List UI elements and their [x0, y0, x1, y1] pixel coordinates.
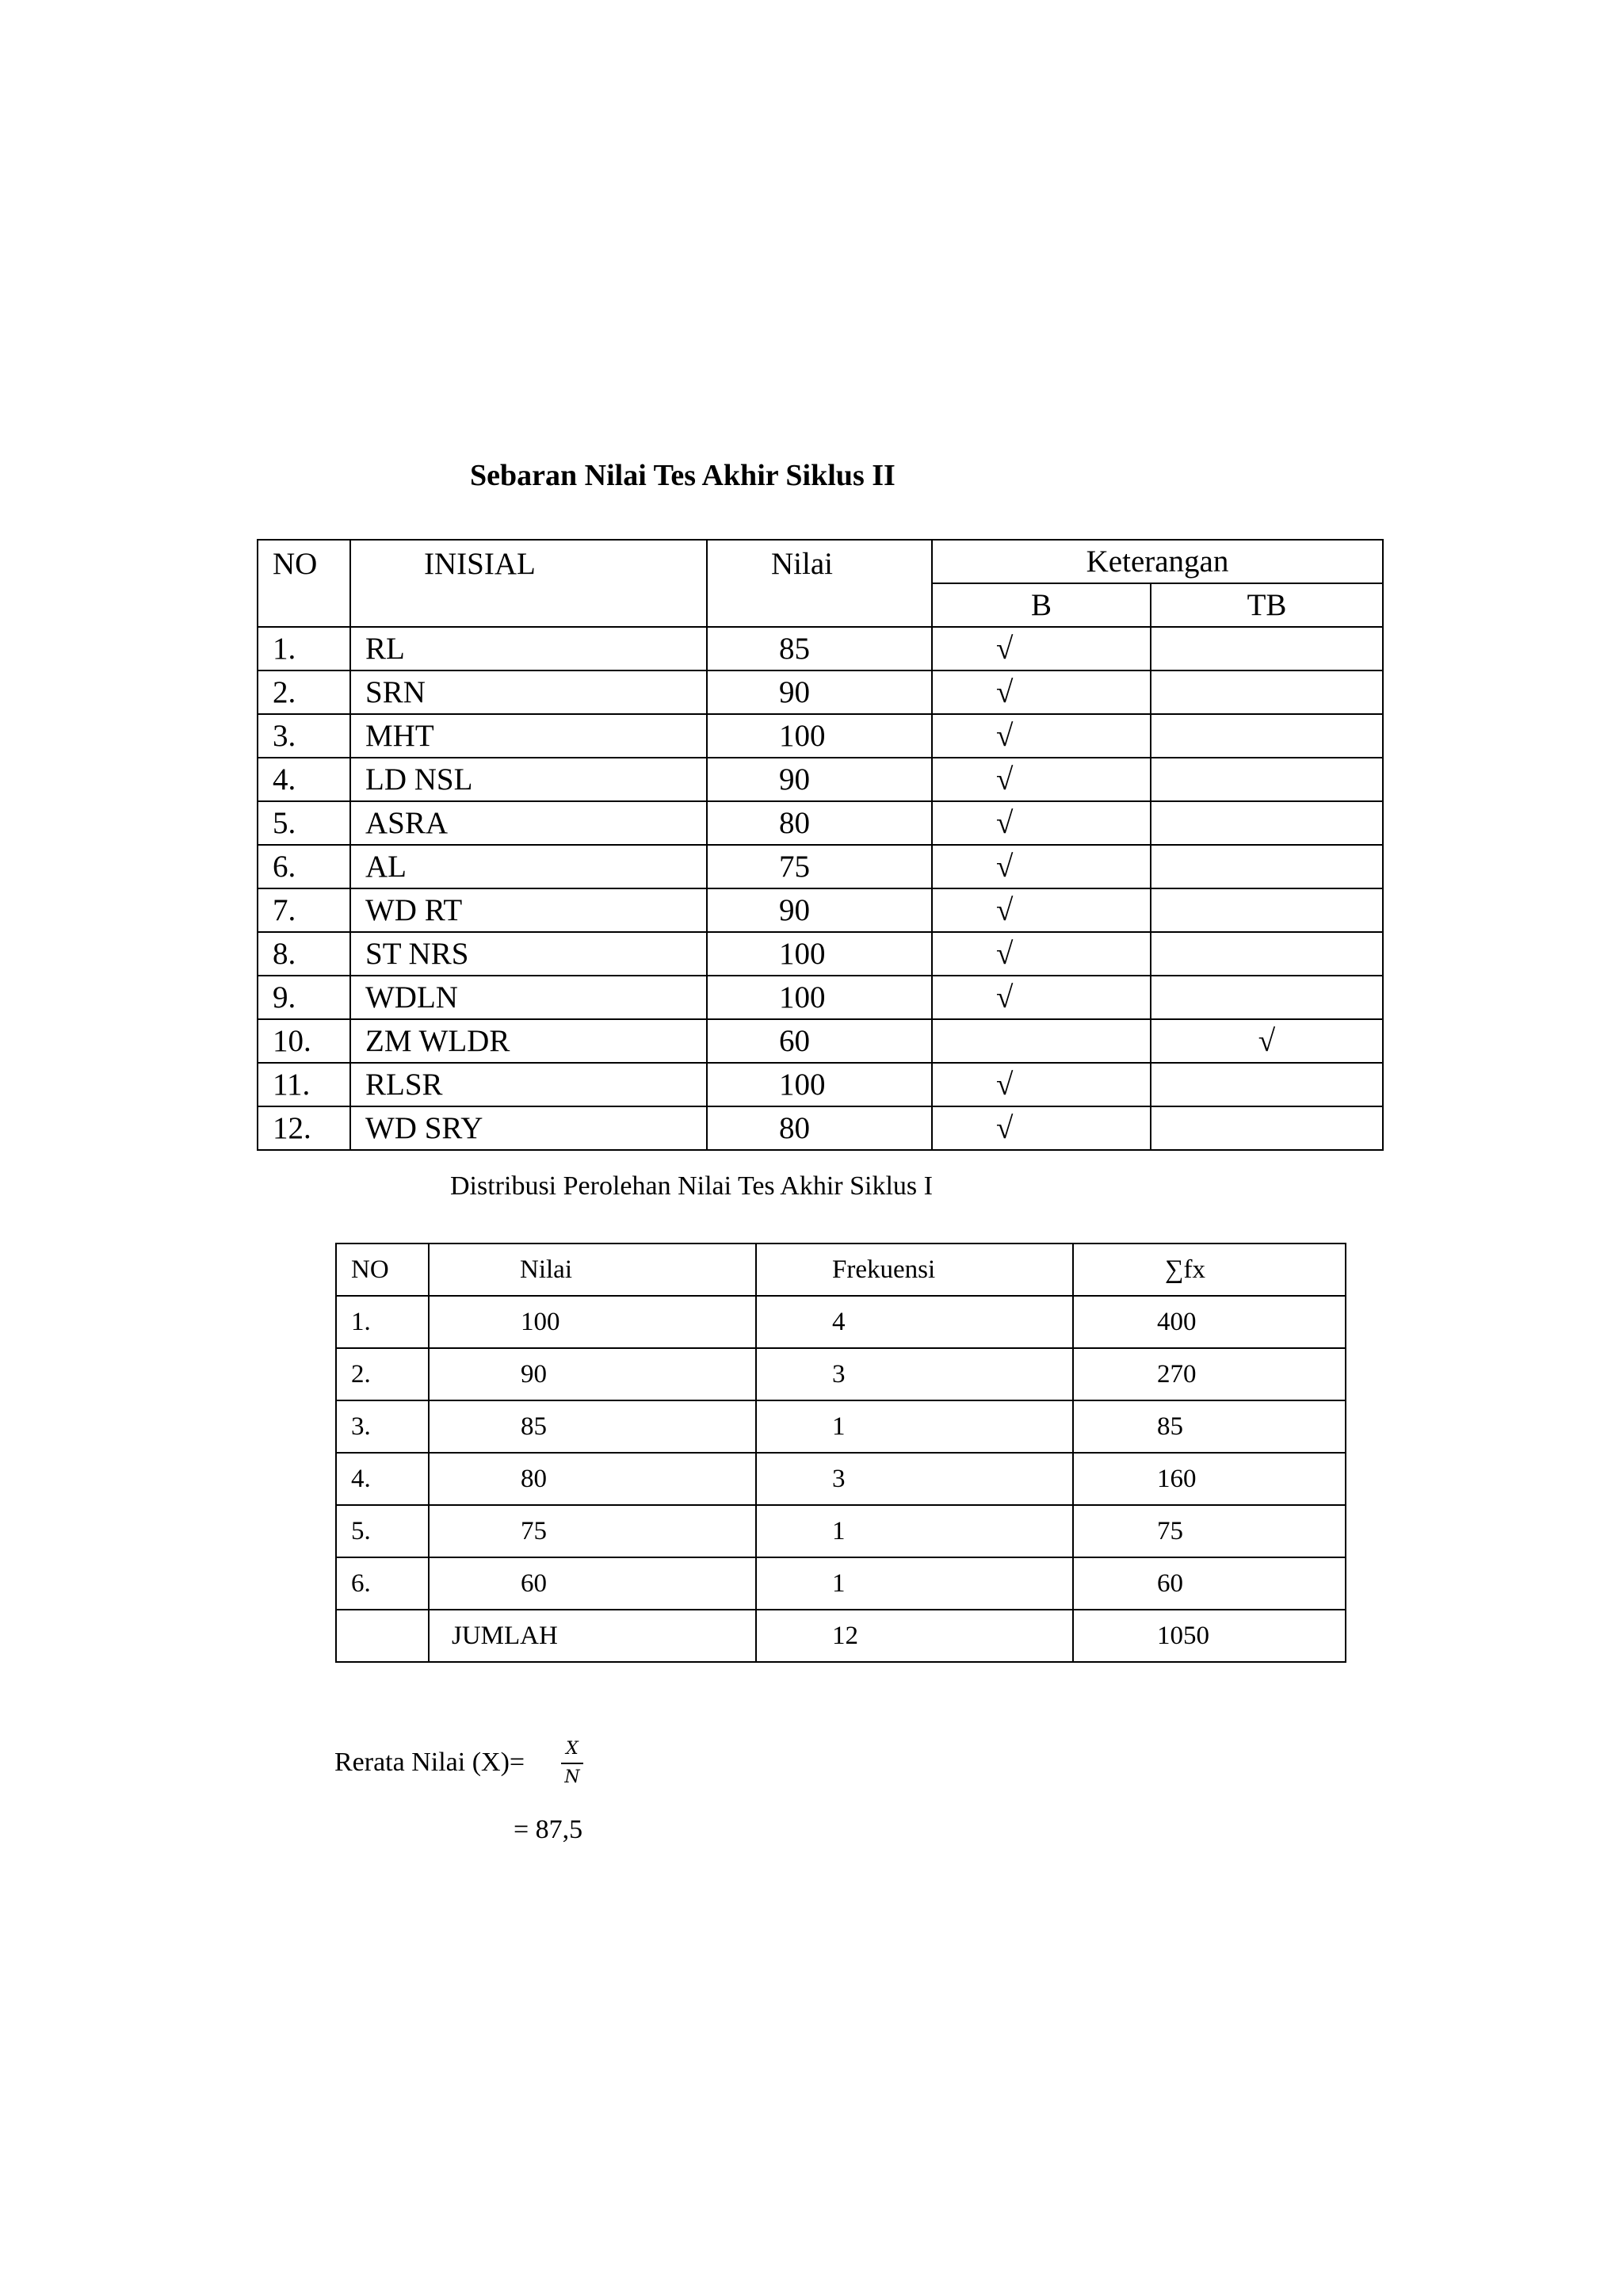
cell-no: 12.: [258, 1106, 350, 1150]
cell-no: 3.: [336, 1400, 429, 1453]
cell-fx: 85: [1073, 1400, 1346, 1453]
cell-tb: [1151, 714, 1383, 758]
cell-tb: [1151, 976, 1383, 1019]
cell-b: [932, 1019, 1151, 1063]
cell-tb: [1151, 801, 1383, 845]
table-row: [258, 1106, 1383, 1150]
cell-inisial: SRN: [350, 670, 707, 714]
cell-tb: [1151, 627, 1383, 670]
header-tb: TB: [1151, 583, 1383, 627]
cell-no: 10.: [258, 1019, 350, 1063]
table-row: [336, 1453, 1346, 1505]
cell-nilai: 85: [707, 627, 932, 670]
cell-frekuensi: 4: [756, 1296, 1073, 1348]
cell-no: 1.: [336, 1296, 429, 1348]
cell-no: 2.: [336, 1348, 429, 1400]
cell-no: 6.: [336, 1557, 429, 1610]
cell-frekuensi: 1: [756, 1557, 1073, 1610]
mean-result: = 87,5: [514, 1815, 583, 1844]
mean-fraction: [561, 1740, 583, 1786]
table-row: [258, 670, 1383, 714]
cell-frekuensi: 3: [756, 1348, 1073, 1400]
cell-inisial: ST NRS: [350, 932, 707, 976]
header-nilai: Nilai: [707, 540, 932, 627]
cell-nilai: 85: [429, 1400, 756, 1453]
table-row: [258, 888, 1383, 932]
cell-no: 6.: [258, 845, 350, 888]
header-nilai: Nilai: [429, 1244, 756, 1296]
cell-no: 3.: [258, 714, 350, 758]
mean-formula-label: Rerata Nilai (X)=: [334, 1748, 525, 1777]
cell-nilai: 75: [707, 845, 932, 888]
cell-b: √: [932, 845, 1151, 888]
table-header-row: [336, 1244, 1346, 1296]
distribution-table: [335, 1243, 1346, 1663]
cell-inisial: WD RT: [350, 888, 707, 932]
total-fx: 1050: [1073, 1610, 1346, 1662]
cell-inisial: LD NSL: [350, 758, 707, 801]
header-b: B: [932, 583, 1151, 627]
cell-nilai: 100: [707, 714, 932, 758]
cell-inisial: AL: [350, 845, 707, 888]
score-table: [257, 539, 1384, 1151]
table-row: [258, 1063, 1383, 1106]
cell-tb: [1151, 888, 1383, 932]
cell-inisial: RLSR: [350, 1063, 707, 1106]
cell-tb: [1151, 670, 1383, 714]
cell-tb: [1151, 758, 1383, 801]
cell-nilai: 80: [429, 1453, 756, 1505]
cell-inisial: MHT: [350, 714, 707, 758]
cell-no: 4.: [336, 1453, 429, 1505]
header-frekuensi: Frekuensi: [756, 1244, 1073, 1296]
cell-b: √: [932, 976, 1151, 1019]
cell-frekuensi: 1: [756, 1400, 1073, 1453]
cell-tb: [1151, 1063, 1383, 1106]
cell-b: √: [932, 627, 1151, 670]
cell-nilai: 90: [707, 888, 932, 932]
cell-no: 11.: [258, 1063, 350, 1106]
cell-tb: [1151, 845, 1383, 888]
cell-fx: 400: [1073, 1296, 1346, 1348]
total-row: [336, 1610, 1346, 1662]
cell-nilai: 80: [707, 801, 932, 845]
cell-nilai: 90: [429, 1348, 756, 1400]
distribution-title: Distribusi Perolehan Nilai Tes Akhir Siklus I: [450, 1171, 933, 1201]
table-row: [258, 714, 1383, 758]
cell-no: 9.: [258, 976, 350, 1019]
cell-frekuensi: 3: [756, 1453, 1073, 1505]
table-row: [258, 1019, 1383, 1063]
cell-no-empty: [336, 1610, 429, 1662]
header-inisial: INISIAL: [350, 540, 707, 627]
header-no: NO: [336, 1244, 429, 1296]
cell-b: √: [932, 932, 1151, 976]
cell-nilai: 100: [429, 1296, 756, 1348]
cell-fx: 270: [1073, 1348, 1346, 1400]
cell-b: √: [932, 1106, 1151, 1150]
cell-inisial: ASRA: [350, 801, 707, 845]
cell-inisial: RL: [350, 627, 707, 670]
cell-inisial: ZM WLDR: [350, 1019, 707, 1063]
total-frekuensi: 12: [756, 1610, 1073, 1662]
cell-nilai: 60: [707, 1019, 932, 1063]
header-fx: ∑fx: [1073, 1244, 1346, 1296]
table-row: [336, 1505, 1346, 1557]
cell-nilai: 100: [707, 932, 932, 976]
cell-no: 1.: [258, 627, 350, 670]
cell-no: 4.: [258, 758, 350, 801]
table-row: [258, 976, 1383, 1019]
cell-nilai: 75: [429, 1505, 756, 1557]
table-row: [336, 1348, 1346, 1400]
cell-no: 7.: [258, 888, 350, 932]
header-no: NO: [258, 540, 350, 627]
table-row: [258, 627, 1383, 670]
cell-b: √: [932, 1063, 1151, 1106]
cell-b: √: [932, 670, 1151, 714]
cell-no: 8.: [258, 932, 350, 976]
cell-no: 2.: [258, 670, 350, 714]
cell-b: √: [932, 801, 1151, 845]
cell-fx: 75: [1073, 1505, 1346, 1557]
table-row: [336, 1400, 1346, 1453]
cell-tb: [1151, 932, 1383, 976]
cell-b: √: [932, 758, 1151, 801]
cell-frekuensi: 1: [756, 1505, 1073, 1557]
cell-nilai: 100: [707, 976, 932, 1019]
table-row: [258, 758, 1383, 801]
cell-inisial: WDLN: [350, 976, 707, 1019]
cell-fx: 60: [1073, 1557, 1346, 1610]
table-row: [336, 1557, 1346, 1610]
table-header-row: [258, 540, 1383, 583]
table-row: [258, 801, 1383, 845]
cell-nilai: 80: [707, 1106, 932, 1150]
page-title: Sebaran Nilai Tes Akhir Siklus II: [470, 459, 896, 492]
fraction-denominator: N: [564, 1767, 580, 1787]
cell-b: √: [932, 888, 1151, 932]
cell-tb: [1151, 1106, 1383, 1150]
cell-b: √: [932, 714, 1151, 758]
table-row: [336, 1296, 1346, 1348]
cell-fx: 160: [1073, 1453, 1346, 1505]
cell-no: 5.: [258, 801, 350, 845]
cell-nilai: 60: [429, 1557, 756, 1610]
header-keterangan: Keterangan: [932, 540, 1383, 583]
table-row: [258, 845, 1383, 888]
cell-nilai: 90: [707, 670, 932, 714]
cell-tb: √: [1151, 1019, 1383, 1063]
total-label: JUMLAH: [429, 1610, 756, 1662]
cell-nilai: 100: [707, 1063, 932, 1106]
fraction-numerator: X: [561, 1740, 583, 1764]
cell-no: 5.: [336, 1505, 429, 1557]
cell-nilai: 90: [707, 758, 932, 801]
cell-inisial: WD SRY: [350, 1106, 707, 1150]
table-row: [258, 932, 1383, 976]
